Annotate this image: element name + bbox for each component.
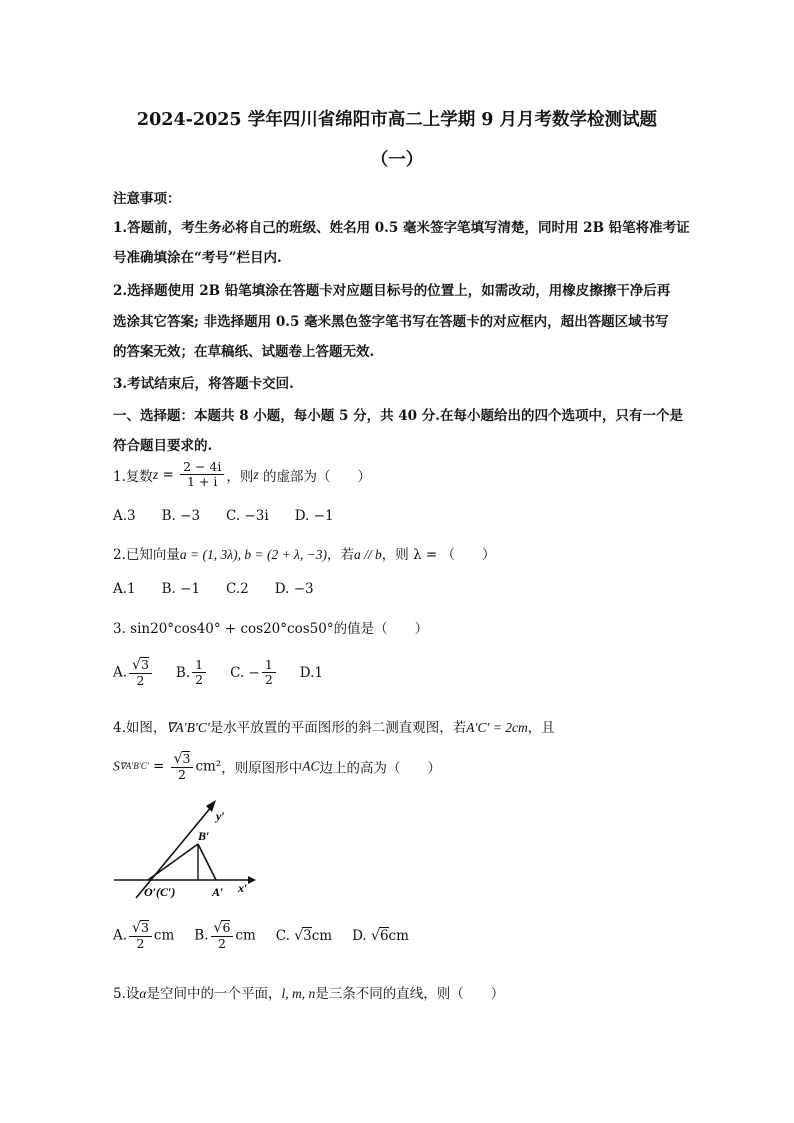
q3-option-b[interactable]: B. $\frac{1}{2}$: [176, 658, 208, 688]
q2-option-c[interactable]: C.2: [226, 581, 249, 597]
notice-1-line-2: 号准确填涂在“考号”栏目内.: [113, 250, 282, 266]
question-2-options: [113, 581, 340, 597]
label-b-prime: B′: [198, 829, 210, 843]
q2-option-a[interactable]: A.1: [113, 581, 136, 597]
question-3-options: [113, 657, 349, 688]
notice-2-line-2: 选涂其它答案; 非选择题用 0.5 毫米黑色签字笔书写在答题卡的对应框内，超出答题区域书写: [113, 314, 669, 330]
q2-parallel: a // b: [354, 547, 382, 562]
label-y-prime: y′: [216, 809, 225, 823]
page-subtitle: （一）: [370, 150, 424, 170]
label-a-prime: A′: [212, 885, 224, 899]
section-1-line-2: 符合题目要求的.: [113, 438, 213, 454]
q4-option-b[interactable]: B. $\frac{√6}{2}$ cm: [194, 920, 256, 952]
q3-option-c[interactable]: C. − $\frac{1}{2}$: [230, 658, 278, 688]
page-title: 2024-2025 学年四川省绵阳市高二上学期 9 月月考数学检测试题: [136, 110, 658, 130]
x-axis-arrow: [248, 876, 256, 884]
notice-2-line-1: 2.选择题使用 2B 铅笔填涂在答题卡对应题目标号的位置上，如需改动，用橡皮擦擦干净后再: [113, 283, 671, 299]
q2-vectors: a = (1, 3λ), b = (2 + λ, −3): [179, 547, 328, 562]
question-3: 3. sin20°cos40° + cos20°cos50°的值是（ ）: [113, 621, 429, 637]
q1-option-c[interactable]: C. −3i: [226, 508, 269, 524]
question-4-line-1: 4.如图，∇A′B′C′是水平放置的平面图形的斜二测直观图，若A′C′ = 2cm，且: [113, 720, 555, 736]
label-x-prime: x′: [238, 881, 248, 895]
triangle-side-cb: [148, 844, 198, 880]
question-2: 2.已知向量a = (1, 3λ), b = (2 + λ, −3)，若a // b，则 λ = （ ）: [113, 547, 496, 563]
label-o-c-prime: O′(C′): [144, 885, 176, 899]
question-4-options: [113, 920, 435, 951]
notice-heading: 注意事项：: [113, 191, 181, 207]
question-1-options: [113, 508, 360, 524]
notice-1-line-1: 1.答题前，考生务必将自己的班级、姓名用 0.5 毫米签字笔填写清楚，同时用 2B 铅笔将准考证: [113, 220, 690, 236]
q1-option-a[interactable]: A.3: [113, 508, 136, 524]
q3-option-d[interactable]: D.1: [299, 664, 324, 681]
notice-3: 3.考试结束后，将答题卡交回.: [113, 376, 294, 392]
q1-fraction: $\frac{2 - 4i}{1 + i}$: [180, 460, 224, 490]
triangle-side-ba: [198, 844, 216, 880]
q4-option-a[interactable]: A. $\frac{√3}{2}$ cm: [113, 920, 175, 952]
question-5: 5.设α是空间中的一个平面，l, m, n是三条不同的直线，则（ ）: [113, 986, 505, 1002]
section-1-line-1: 一、选择题：本题共 8 小题，每小题 5 分，共 40 分.在每小题给出的四个选项中，只有一个是: [113, 408, 683, 424]
q4-option-c[interactable]: C. √3cm: [275, 928, 333, 945]
notice-2-line-3: 的答案无效；在草稿纸、试题卷上答题无效.: [113, 344, 375, 360]
q2-option-d[interactable]: D. −3: [274, 581, 314, 597]
q1-option-d[interactable]: D. −1: [294, 508, 334, 524]
question-1: 1.复数z = $\frac{2 - 4i}{1 + i}$ ，则z 的虚部为（ ）: [113, 459, 371, 490]
q2-option-b[interactable]: B. −1: [161, 581, 201, 597]
q4-option-d[interactable]: D. √6cm: [352, 928, 409, 945]
q1-option-b[interactable]: B. −3: [161, 508, 201, 524]
question-4-line-2: S∇A′B′C′ = $\frac{√3}{2}$ cm²，则原图形中AC边上的高为（ ）: [113, 751, 442, 783]
oblique-projection-figure: [108, 800, 258, 905]
q3-option-a[interactable]: A. $\frac{√3}{2}$: [113, 657, 154, 688]
